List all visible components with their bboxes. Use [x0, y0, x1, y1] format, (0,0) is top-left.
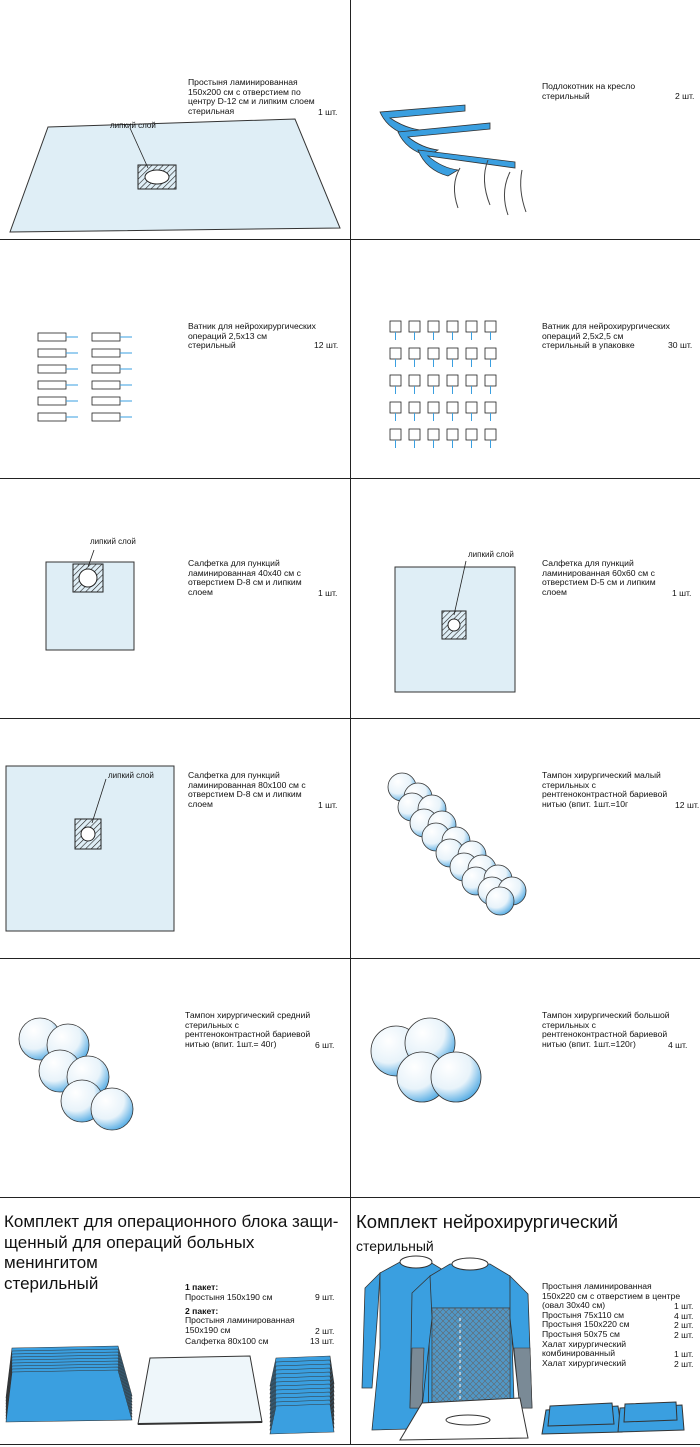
- swab: [431, 1052, 481, 1102]
- item-drape-40x40: [0, 479, 350, 718]
- swab-illustration: [0, 959, 350, 1197]
- kit-item-quantity: 2 шт.: [674, 1330, 694, 1340]
- item-quantity: 1 шт.: [318, 588, 338, 598]
- kit-operating-block: [0, 1198, 350, 1444]
- kit-item-quantity: 2 шт.: [674, 1358, 694, 1369]
- kit-subtitle: стерильный: [356, 1238, 434, 1254]
- napkin-stack-layer: [270, 1404, 334, 1434]
- item-description: Тампон хирургический большой стерильных с рентгеноконтрастной бариевой нитью (впит. 1шт.=120г): [542, 1010, 670, 1049]
- drape-illustration: [0, 479, 350, 718]
- kit-item-quantity: 1 шт.: [674, 1349, 694, 1360]
- item-swab-large: [350, 959, 700, 1197]
- item-quantity: 1 шт.: [672, 588, 692, 598]
- cotton-strip: [92, 349, 120, 357]
- adhesive-label: липкий слой: [108, 771, 154, 780]
- cotton-square: [466, 348, 477, 359]
- cotton-square: [447, 321, 458, 332]
- kit-item: Простыня ламинированная 150x190 см: [185, 1315, 295, 1335]
- cotton-square: [485, 402, 496, 413]
- kit-item: Простыня 75x110 см: [542, 1309, 625, 1320]
- kit-illustration: [0, 1198, 350, 1444]
- item-quantity: 2 шт.: [675, 91, 695, 101]
- item-quantity: 12 шт.: [675, 800, 700, 810]
- cotton-square: [428, 321, 439, 332]
- cotton-square: [447, 429, 458, 440]
- item-description: Салфетка для пункций ламинированная 40x40 см с отверстием D-8 см и липким слоем: [188, 558, 302, 597]
- cotton-square: [447, 402, 458, 413]
- cotton-square: [390, 321, 401, 332]
- kit-item-quantity: 13 шт.: [310, 1336, 335, 1346]
- cotton-strip: [92, 381, 120, 389]
- cotton-strip: [38, 413, 66, 421]
- cotton-square: [390, 375, 401, 386]
- item-quantity: 6 шт.: [315, 1040, 335, 1050]
- cotton-square: [428, 429, 439, 440]
- sheet-illustration: [0, 0, 350, 239]
- cotton-square: [409, 375, 420, 386]
- cotton-strip: [38, 397, 66, 405]
- item-description: Подлокотник на кресло стерильный: [542, 81, 636, 101]
- cotton-strip: [92, 365, 120, 373]
- item-swab-small: [350, 719, 700, 958]
- kit-neurosurgical: [350, 1198, 700, 1444]
- swab: [91, 1088, 133, 1130]
- cotton-strip: [38, 365, 66, 373]
- cotton-square: [485, 375, 496, 386]
- cotton-square: [466, 402, 477, 413]
- item-description: Салфетка для пункций ламинированная 80x100 см с отверстием D-8 см и липким слоем: [188, 770, 306, 809]
- item-quantity: 30 шт.: [668, 340, 693, 350]
- kit-item: Простыня ламинированная 150x220 см с отверстием в центре (овал 30x40 см): [542, 1281, 681, 1311]
- kit-item-quantity: 1 шт.: [674, 1301, 694, 1312]
- cotton-strip: [38, 333, 66, 341]
- item-quantity: 12 шт.: [314, 340, 339, 350]
- swab-illustration: [350, 959, 700, 1197]
- cotton-square: [466, 375, 477, 386]
- item-drape-60x60: [350, 479, 700, 718]
- item-armrest-cover: [350, 0, 700, 239]
- adhesive-label: липкий слой: [468, 550, 514, 559]
- kit-item: Салфетка 80x100 см: [185, 1336, 269, 1346]
- kit-item: Простыня 150x190 см: [185, 1292, 273, 1302]
- kit-item-quantity: 9 шт.: [315, 1292, 335, 1302]
- item-description: Ватник для нейрохирургических операций 2,5x13 см стерильный: [188, 321, 316, 351]
- kit-title: Комплект нейрохирургический: [356, 1211, 619, 1232]
- item-description: Тампон хирургический средний стерильных с рентгеноконтрастной бариевой нитью (впит. 1шт.= 40г): [185, 1010, 311, 1049]
- item-quantity: 4 шт.: [668, 1040, 688, 1050]
- item-swab-medium: [0, 959, 350, 1197]
- kit-illustration: [350, 1198, 700, 1444]
- cotton-square: [485, 429, 496, 440]
- item-description: Салфетка для пункций ламинированная 60x60 см с отверстием D-5 см и липким слоем: [542, 558, 656, 597]
- cotton-square: [447, 375, 458, 386]
- item-cotton-square: [350, 240, 700, 478]
- cotton-strip: [92, 333, 120, 341]
- item-quantity: 1 шт.: [318, 800, 338, 810]
- cotton-square: [447, 348, 458, 359]
- item-quantity: 1 шт.: [318, 107, 338, 117]
- sheet-stack-layer: [6, 1370, 132, 1422]
- cotton-strip: [92, 413, 120, 421]
- cotton-square: [466, 429, 477, 440]
- kit-item: Простыня 150x220 см: [542, 1319, 630, 1330]
- item-description: Простыня ламинированная 150x200 см с отверстием по центру D-12 см и липким слоем стерильная: [188, 77, 315, 116]
- armrest-illustration: [350, 0, 700, 239]
- cotton-square: [409, 321, 420, 332]
- swab-illustration: [350, 719, 700, 958]
- cotton-square: [409, 429, 420, 440]
- swab: [486, 887, 514, 915]
- cotton-square: [485, 348, 496, 359]
- pack-label: 2 пакет:: [185, 1306, 219, 1316]
- item-cotton-strip: [0, 240, 350, 478]
- cotton-square: [409, 402, 420, 413]
- item-drape-80x100: [0, 719, 350, 958]
- adhesive-label: липкий слой: [90, 537, 136, 546]
- kit-item: Халат хирургический комбинированный: [542, 1338, 627, 1359]
- kit-title: Комплект для операционного блока защи- щенный для операций больных менингитом стерильный: [4, 1212, 339, 1293]
- kit-item: Халат хирургический: [542, 1357, 627, 1368]
- item-sheet-150x200: [0, 0, 350, 239]
- pack-label: 1 пакет:: [185, 1282, 219, 1292]
- kit-item-quantity: 2 шт.: [674, 1320, 694, 1331]
- cotton-strip: [38, 381, 66, 389]
- cotton-square: [390, 402, 401, 413]
- cotton-square: [390, 429, 401, 440]
- adhesive-label: липкий слой: [110, 121, 156, 130]
- drape-illustration: [350, 479, 700, 718]
- cotton-square: [428, 402, 439, 413]
- cotton-square: [428, 375, 439, 386]
- cotton-square: [409, 348, 420, 359]
- cotton-square-illustration: [350, 240, 700, 478]
- cotton-square: [485, 321, 496, 332]
- cotton-square: [466, 321, 477, 332]
- cotton-strip-illustration: [0, 240, 350, 478]
- cotton-strip: [92, 397, 120, 405]
- kit-item-quantity: 2 шт.: [315, 1326, 335, 1336]
- item-description: Тампон хирургический малый стерильных с рентгеноконтрастной бариевой нитью (впит. 1шт.=10г: [542, 770, 668, 809]
- cotton-strip: [38, 349, 66, 357]
- kit-item-quantity: 4 шт.: [674, 1310, 694, 1321]
- cotton-square: [390, 348, 401, 359]
- grid-divider: [0, 1444, 700, 1445]
- drape-illustration: [0, 719, 350, 958]
- cotton-square: [428, 348, 439, 359]
- item-description: Ватник для нейрохирургических операций 2,5x2,5 см стерильный в упаковке: [542, 321, 670, 351]
- kit-item: Простыня 50x75 см: [542, 1329, 620, 1339]
